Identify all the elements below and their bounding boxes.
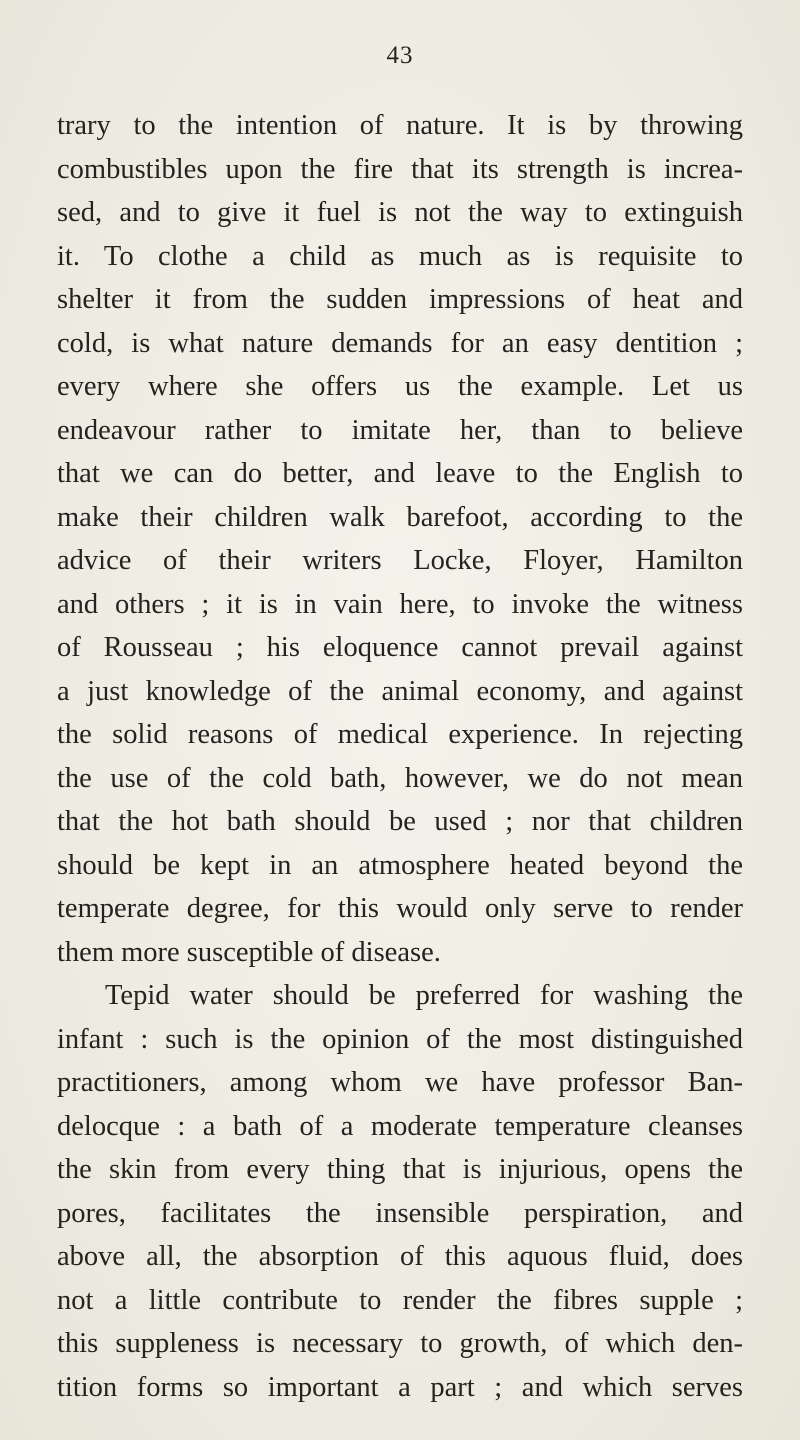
body-text — [57, 104, 743, 1409]
text-line: that we can do better, and leave to the English to — [57, 458, 743, 489]
text-line: that the hot bath should be used ; nor that children — [57, 806, 743, 837]
text-line: pores, facilitates the insensible perspiration, and — [57, 1197, 743, 1229]
text-line: and others ; it is in vain here, to invoke the witness — [57, 588, 743, 620]
paragraph-first-line: Tepid water should be preferred for washing the — [105, 980, 743, 1011]
text-line: trary to the intention of nature. It is by throwing — [57, 110, 743, 141]
text-line: cold, is what nature demands for an easy dentition ; — [57, 327, 743, 359]
text-line: temperate degree, for this would only serve to render — [57, 893, 743, 924]
text-line: the use of the cold bath, however, we do not mean — [57, 762, 743, 794]
text-line: them more susceptible of disease. — [57, 936, 441, 968]
text-line: should be kept in an atmosphere heated beyond the — [57, 849, 743, 881]
text-line: advice of their writers Locke, Floyer, Hamilton — [57, 545, 743, 576]
text-line: sed, and to give it fuel is not the way to extinguish — [57, 197, 743, 228]
text-line: the skin from every thing that is injurious, opens the — [57, 1154, 743, 1185]
text-line: make their children walk barefoot, according to the — [57, 501, 743, 533]
page-number: 43 — [386, 42, 414, 69]
text-line: shelter it from the sudden impressions of heat and — [57, 284, 743, 315]
text-line: combustibles upon the fire that its strength is increa- — [57, 153, 743, 185]
text-line: this suppleness is necessary to growth, of which den- — [57, 1328, 743, 1359]
text-line: delocque : a bath of a moderate temperature cleanses — [57, 1110, 743, 1142]
text-line: above all, the absorption of this aquous fluid, does — [57, 1241, 743, 1272]
text-line: endeavour rather to imitate her, than to believe — [57, 414, 743, 446]
text-line: infant : such is the opinion of the most distinguished — [57, 1023, 743, 1055]
text-line: it. To clothe a child as much as is requisite to — [57, 240, 743, 272]
text-line: the solid reasons of medical experience. In rejecting — [57, 719, 743, 750]
text-line: tition forms so important a part ; and which serves — [57, 1371, 743, 1403]
text-line: practitioners, among whom we have professor Ban- — [57, 1067, 743, 1098]
text-line: every where she offers us the example. Let us — [57, 371, 743, 402]
text-line: a just knowledge of the animal economy, and against — [57, 675, 743, 707]
text-line: not a little contribute to render the fibres supple ; — [57, 1284, 743, 1316]
text-line: of Rousseau ; his eloquence cannot prevail against — [57, 632, 743, 663]
